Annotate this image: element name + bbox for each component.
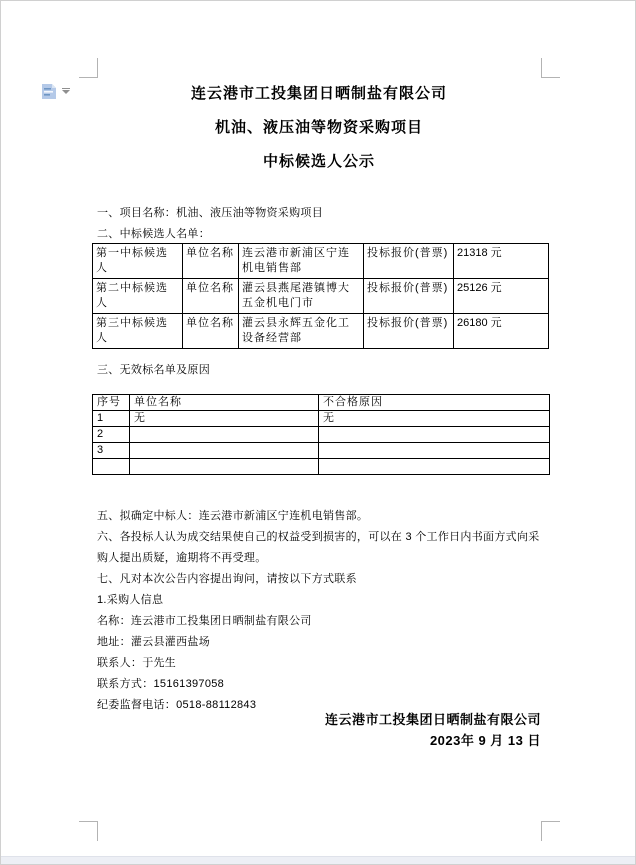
crop-mark-bottom-right — [541, 821, 560, 841]
candidate-row-2 — [93, 279, 549, 314]
cell-serial: 3 — [93, 443, 130, 459]
section-project-name: 一、项目名称：机油、液压油等物资采购项目 — [97, 207, 323, 219]
title-line-company: 连云港市工投集团日晒制盐有限公司 — [190, 85, 447, 102]
supervision-phone-line: 纪委监督电话：0518-88112843 — [97, 699, 257, 711]
price-value: 21318 元 — [454, 244, 549, 279]
crop-mark-top-left — [79, 58, 98, 78]
header-serial: 序号 — [93, 395, 130, 411]
section-invalid-bids-heading: 三、无效标名单及原因 — [97, 364, 210, 376]
cell-unit — [130, 443, 319, 459]
invalid-row-1 — [93, 411, 550, 427]
cell-unit — [130, 459, 319, 475]
unit-label: 单位名称 — [183, 314, 239, 349]
invalid-row-2 — [93, 427, 550, 443]
contact-phone-line: 联系方式：15161397058 — [97, 678, 225, 690]
section-contact-intro: 七、凡对本次公告内容提出询问，请按以下方式联系 — [97, 573, 357, 585]
unit-name: 灌云县永辉五金化工设备经营部 — [239, 314, 364, 349]
cell-serial: 2 — [93, 427, 130, 443]
purchaser-info-heading: 1.采购人信息 — [97, 594, 164, 606]
contact-person-line: 联系人：于先生 — [97, 657, 177, 669]
invalid-row-4 — [93, 459, 550, 475]
header-unit-name: 单位名称 — [130, 395, 319, 411]
cell-reason — [319, 427, 550, 443]
candidate-rank: 第三中标候选人 — [93, 314, 183, 349]
contact-address-line: 地址：灌云县灌西盐场 — [97, 636, 210, 648]
price-label: 投标报价(普票) — [364, 244, 454, 279]
price-label: 投标报价(普票) — [364, 314, 454, 349]
unit-label: 单位名称 — [183, 244, 239, 279]
unit-label: 单位名称 — [183, 279, 239, 314]
cell-serial: 1 — [93, 411, 130, 427]
candidate-row-1 — [93, 244, 549, 279]
crop-mark-top-right — [541, 58, 560, 78]
cell-unit: 无 — [130, 411, 319, 427]
section-candidate-list-heading: 二、中标候选人名单： — [97, 228, 210, 240]
unit-name: 灌云县燕尾港镇博大五金机电门市 — [239, 279, 364, 314]
paste-options-button[interactable] — [41, 83, 75, 103]
cell-reason — [319, 459, 550, 475]
signature-date: 2023年 9 月 13 日 — [429, 733, 541, 748]
sections-5-7 — [97, 506, 541, 716]
dropdown-bar — [62, 88, 70, 89]
signature-company: 连云港市工投集团日晒制盐有限公司 — [324, 712, 541, 727]
crop-mark-bottom-left — [79, 821, 98, 841]
section-confirmed-winner: 五、拟确定中标人：连云港市新浦区宁连机电销售部。 — [97, 510, 369, 522]
dropdown-arrow-icon — [62, 90, 70, 94]
unit-name: 连云港市新浦区宁连机电销售部 — [239, 244, 364, 279]
header-reason: 不合格原因 — [319, 395, 550, 411]
section-objection-notice: 六、各投标人认为成交结果使自己的权益受到损害的，可以在 3 个工作日内书面方式向采购人提出质疑，逾期将不再受理。 — [97, 531, 540, 564]
cell-reason: 无 — [319, 411, 550, 427]
candidate-rank: 第一中标候选人 — [93, 244, 183, 279]
document-title-block — [97, 77, 541, 179]
horizontal-scrollbar-track[interactable] — [1, 856, 635, 864]
candidate-row-3 — [93, 314, 549, 349]
title-line-project: 机油、液压油等物资采购项目 — [214, 119, 423, 136]
invalid-bids-table — [92, 394, 550, 475]
contact-name-line: 名称：连云港市工投集团日晒制盐有限公司 — [97, 615, 312, 627]
cell-reason — [319, 443, 550, 459]
price-value: 26180 元 — [454, 314, 549, 349]
section-1-2 — [97, 203, 541, 245]
candidates-table — [92, 243, 549, 349]
invalid-table-header-row — [93, 395, 550, 411]
cell-serial — [93, 459, 130, 475]
invalid-row-3 — [93, 443, 550, 459]
candidate-rank: 第二中标候选人 — [93, 279, 183, 314]
cell-unit — [130, 427, 319, 443]
signature-block — [97, 709, 541, 751]
price-value: 25126 元 — [454, 279, 549, 314]
title-line-announcement: 中标候选人公示 — [262, 153, 375, 170]
price-label: 投标报价(普票) — [364, 279, 454, 314]
